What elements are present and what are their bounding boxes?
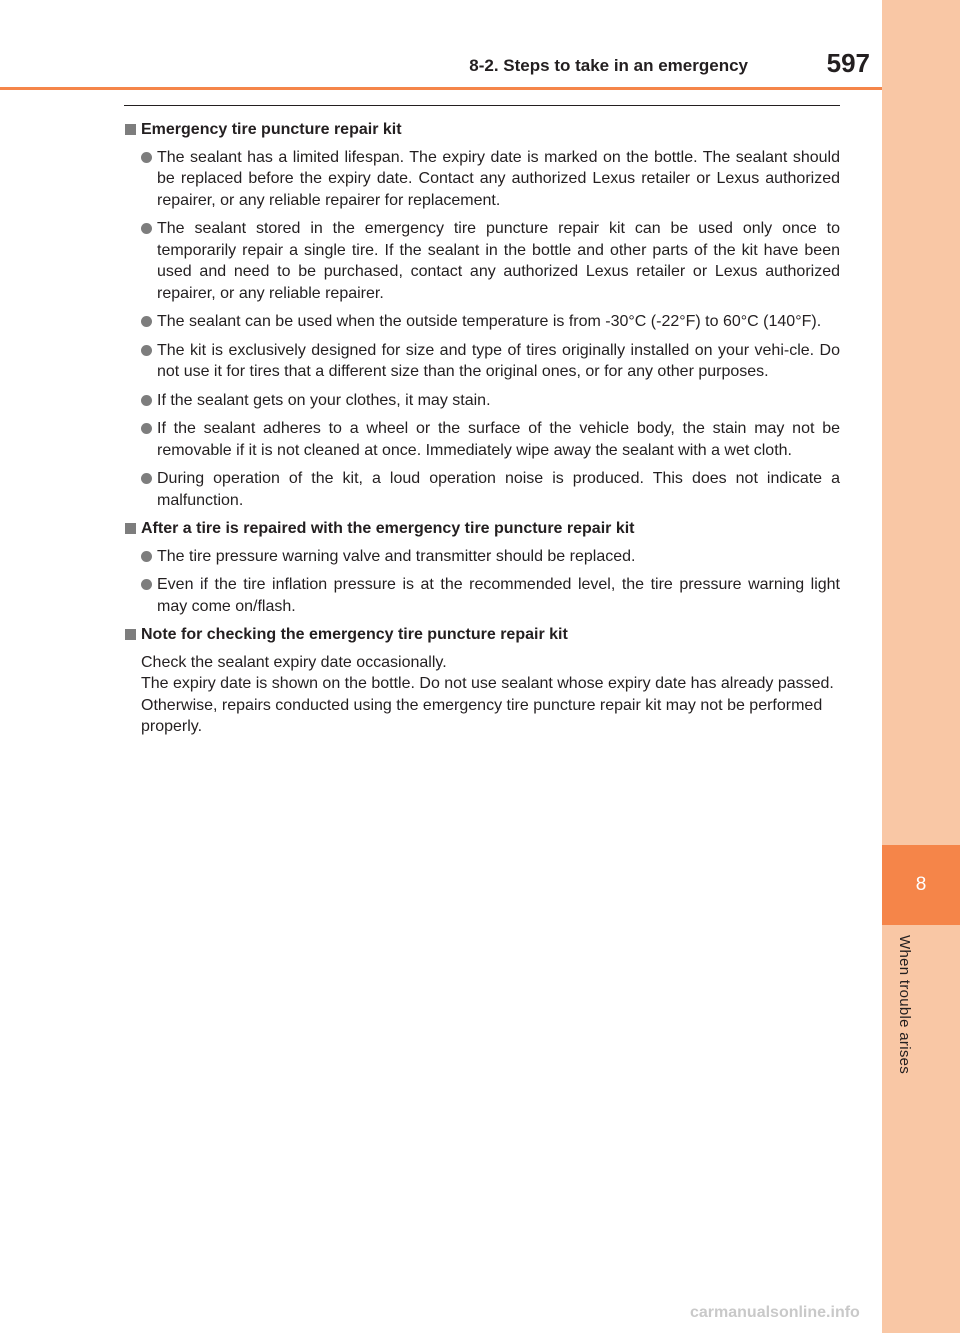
section-after-repair [124, 518, 840, 617]
list-item [141, 418, 840, 461]
list-item-text: If the sealant adheres to a wheel or the surface of the vehicle body, the stain may not be removable if it is not cleaned at once. Immediately wipe away the sealant with a wet cloth. [157, 420, 840, 459]
watermark-text: carmanualsonline.info [690, 1304, 860, 1321]
circle-bullet-icon [141, 473, 152, 484]
chapter-number-tab [882, 845, 960, 925]
section-heading [124, 518, 840, 540]
circle-bullet-icon [141, 395, 152, 406]
paragraph-line: Check the sealant expiry date occasionally. [141, 653, 447, 671]
section-paragraph [141, 652, 840, 738]
section-heading [124, 119, 840, 141]
list-item-text: The sealant can be used when the outside temperature is from -30°C (-22°F) to 60°C (140°F). [157, 313, 822, 330]
circle-bullet-icon [141, 551, 152, 562]
circle-bullet-icon [141, 579, 152, 590]
section-repair-kit [124, 119, 840, 511]
heading-text: Note for checking the emergency tire puncture repair kit [141, 626, 568, 643]
list-item [141, 574, 840, 617]
list-item [141, 546, 840, 568]
content-divider [124, 105, 840, 106]
heading-text: After a tire is repaired with the emergency tire puncture repair kit [141, 520, 635, 537]
list-item-text: The tire pressure warning valve and transmitter should be replaced. [157, 547, 636, 565]
list-item [141, 340, 840, 383]
square-bullet-icon [125, 124, 136, 135]
list-item-text: Even if the tire inflation pressure is at the recommended level, the tire pressure warning light may come on/flash. [157, 576, 840, 615]
list-item [141, 147, 840, 212]
circle-bullet-icon [141, 316, 152, 327]
page-content [124, 119, 840, 745]
list-item [141, 311, 840, 333]
list-item-text: The sealant has a limited lifespan. The expiry date is marked on the bottle. The sealant should be replaced before the expiry date. Contact any authorized Lexus retailer or Lexus authorized repairer, or any reliable repairer for replacement. [157, 148, 840, 209]
circle-bullet-icon [141, 223, 152, 234]
section-checking-kit [124, 624, 840, 738]
chapter-side-tab [882, 0, 960, 1333]
section-heading [124, 624, 840, 646]
paragraph-line: The expiry date is shown on the bottle. Do not use sealant whose expiry date has already passed. Otherwise, repairs conducted using the emergency tire puncture repair kit may not be performed properly. [141, 675, 834, 735]
section-title: 8-2. Steps to take in an emergency [469, 56, 748, 75]
circle-bullet-icon [141, 152, 152, 163]
list-item [141, 390, 840, 412]
square-bullet-icon [125, 523, 136, 534]
page-number: 597 [826, 48, 870, 78]
list-item-text: The sealant stored in the emergency tire puncture repair kit can be used only once to temporarily repair a single tire. If the sealant in the bottle and other parts of the kit have been used and need to be purchased, contact any authorized Lexus retailer or Lexus authorized repairer, or any reliable repairer. [157, 220, 840, 302]
list-item [141, 468, 840, 511]
list-item-text: The kit is exclusively designed for size and type of tires originally installed on your vehi-cle. Do not use it for tires that a different size than the original ones, or for any other purposes. [157, 341, 840, 380]
heading-text: Emergency tire puncture repair kit [141, 121, 402, 138]
chapter-number: 8 [915, 874, 927, 895]
circle-bullet-icon [141, 423, 152, 434]
square-bullet-icon [125, 629, 136, 640]
header-divider [0, 87, 882, 90]
list-item-text: If the sealant gets on your clothes, it may stain. [157, 391, 491, 409]
list-item-text: During operation of the kit, a loud operation noise is produced. This does not indicate a malfunction. [157, 470, 840, 509]
list-item [141, 218, 840, 304]
circle-bullet-icon [141, 345, 152, 356]
chapter-label: When trouble arises [896, 935, 913, 1075]
